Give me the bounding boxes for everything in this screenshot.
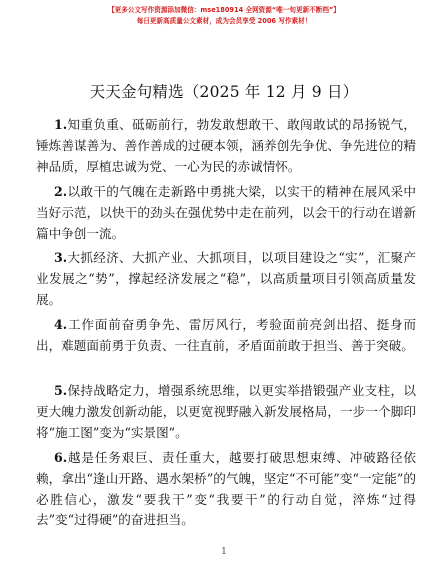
paragraph-number: 6. bbox=[54, 450, 68, 465]
paragraph-number: 4. bbox=[54, 317, 68, 332]
page-number: 1 bbox=[221, 547, 227, 557]
paragraph-text: 越是任务艰巨、责任重大，越要打破思想束缚、冲破路径依赖，拿出“逢山开路、遇水架桥”的气魄，坚定“不可能”变“一定能”的必胜信心，激发“要我干”变“我要干”的行动自觉，淬炼“过得去”变“过得硬”的奋进担当。 bbox=[36, 450, 416, 528]
paragraph-number: 3. bbox=[54, 250, 68, 265]
paragraph-number: 1. bbox=[54, 117, 68, 132]
promo-banner bbox=[36, 5, 412, 27]
document-title: 天天金句精选（2025 年 12 月 9 日） bbox=[89, 83, 359, 101]
paragraph-1 bbox=[36, 115, 416, 177]
paragraph-number: 2. bbox=[54, 184, 68, 199]
paragraph-text: 知重负重、砥砺前行，勃发敢想敢干、敢闯敢试的昂扬锐气，锤炼善谋善为、善作善成的过硬本领，涵养创先争优、争先进位的精神品质，厚植忠诚为党、一心为民的赤诚情怀。 bbox=[36, 117, 416, 174]
paragraph-text: 大抓经济、大抓产业、大抓项目，以项目建设之“实”，汇聚产业发展之“势”，撑起经济发展之“稳”，以高质量项目引领高质量发展。 bbox=[36, 250, 416, 307]
paragraph-text: 以敢干的气魄在走新路中勇挑大梁，以实干的精神在展风采中当好示范，以快干的劲头在强优势中走在前列，以会干的行动在谱新篇中争创一流。 bbox=[36, 184, 416, 241]
paragraph-text: 保持战略定力，增强系统思维，以更实举措锻强产业支柱，以更大魄力激发创新动能，以更宽视野融入新发展格局，一步一个脚印将“施工图”变为“实景图”。 bbox=[36, 383, 416, 440]
paragraph-5 bbox=[36, 381, 416, 443]
promo-banner-line-1: 【更多公文写作资源添加微信：mse180914 全网资源“唯一旬更新不断档”】 bbox=[108, 6, 340, 14]
paragraph-3 bbox=[36, 248, 416, 310]
paragraph-number: 5. bbox=[54, 383, 68, 398]
paragraph-2 bbox=[36, 182, 416, 244]
paragraph-4 bbox=[36, 315, 416, 357]
paragraph-text: 工作面前奋勇争先、雷厉风行，考验面前亮剑出招、挺身而出，难题面前勇于负责、一往直前，矛盾面前敢于担当、善于突破。 bbox=[36, 317, 416, 353]
promo-banner-line-2: 每日更新高质量公文素材，成为会员享受 2006 写作素材！ bbox=[136, 17, 312, 25]
paragraph-6 bbox=[36, 448, 416, 531]
